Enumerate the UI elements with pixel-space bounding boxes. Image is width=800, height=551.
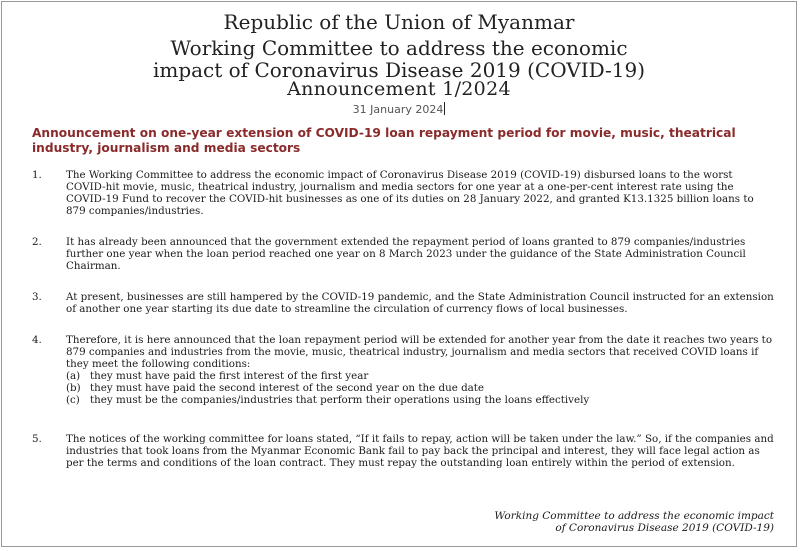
paragraph-2 bbox=[32, 237, 774, 273]
country-title: Republic of the Union of Myanmar bbox=[223, 10, 575, 34]
condition-label: (a) bbox=[66, 369, 81, 382]
paragraph-text: Therefore, it is here announced that the loan repayment period will be extended for another year from the date it reaches two years to 879 companies and industries from the movie, music, theatrical industry, journalism and media sectors that received COVID loans if they meet the following conditions: bbox=[66, 334, 773, 370]
announcement-date: 31 January 2024 bbox=[352, 103, 444, 116]
paragraph-number: 1. bbox=[32, 169, 42, 181]
announcement-document bbox=[1, 1, 797, 547]
condition-text: they must have paid the first interest of the first year bbox=[90, 369, 369, 382]
announcement-headline: Announcement on one-year extension of COVID-19 loan repayment period for movie, music, theatrical industry, journalism and media sectors bbox=[32, 126, 736, 155]
condition-item-c bbox=[66, 395, 774, 407]
condition-label: (b) bbox=[66, 381, 81, 394]
paragraph-text: It has already been announced that the government extended the repayment period of loans granted to 879 companies/industries further one year when the loan period reached one year on 8 March 2023 under the guidance of the State Administration Council Chairman. bbox=[66, 236, 746, 272]
paragraph-1 bbox=[32, 170, 774, 218]
paragraph-text: The notices of the working committee for loans stated, “If it fails to repay, action will be taken under the law.” So, if the companies and industries that took loans from the Myanmar Economic Bank fail to pay back the principal and interest, they will face legal action as per the terms and conditions of the loan contract. They must repay the outstanding loan entirely within the period of extension. bbox=[66, 433, 774, 469]
signature-line2: of Coronavirus Disease 2019 (COVID-19) bbox=[555, 522, 774, 534]
committee-title bbox=[2, 37, 796, 81]
date-line bbox=[2, 102, 796, 116]
paragraph-4 bbox=[32, 335, 774, 406]
committee-title-line2: impact of Coronavirus Disease 2019 (COVID-19) bbox=[152, 58, 646, 82]
committee-title-line1: Working Committee to address the economic bbox=[170, 36, 628, 60]
signature-line1: Working Committee to address the economic impact bbox=[494, 510, 774, 522]
paragraph-number: 4. bbox=[32, 334, 42, 346]
paragraph-number: 5. bbox=[32, 433, 42, 445]
condition-text: they must have paid the second interest of the second year on the due date bbox=[90, 381, 485, 394]
condition-text: they must be the companies/industries that perform their operations using the loans effectively bbox=[90, 393, 590, 406]
paragraph-text: At present, businesses are still hampered by the COVID-19 pandemic, and the State Administration Council instructed for an extension of another one year starting its due date to streamline the circulation of currency flows of local businesses. bbox=[66, 291, 774, 315]
signature-block bbox=[494, 510, 774, 534]
paragraph-text: The Working Committee to address the economic impact of Coronavirus Disease 2019 (COVID-19) disbursed loans to the worst COVID-hit movie, music, theatrical industry, journalism and media sectors for one year at a one-per-cent interest rate using the COVID-19 Fund to recover the COVID-hit businesses as one of its duties on 28 January 2022, and granted K13.1325 billion loans to 879 companies/industries. bbox=[66, 169, 754, 217]
paragraph-5 bbox=[32, 434, 774, 470]
announcement-number: Announcement 1/2024 bbox=[287, 78, 511, 100]
paragraph-3 bbox=[32, 292, 774, 316]
paragraph-number: 2. bbox=[32, 236, 42, 248]
text-cursor bbox=[444, 102, 445, 115]
paragraph-number: 3. bbox=[32, 291, 42, 303]
condition-label: (c) bbox=[66, 393, 80, 406]
